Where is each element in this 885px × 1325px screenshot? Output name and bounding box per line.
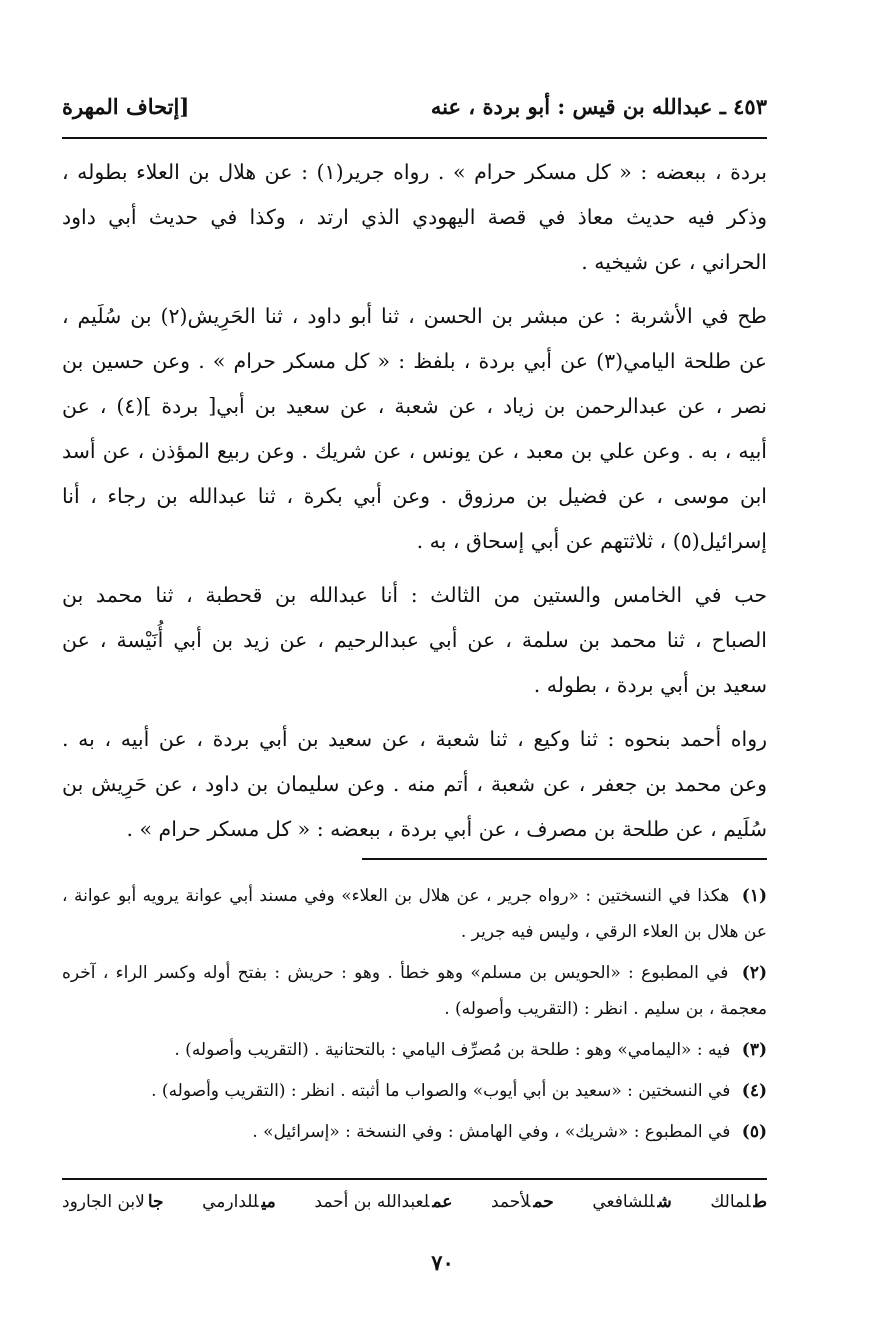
- legend-item: [491, 1192, 554, 1212]
- legend-item: [592, 1192, 671, 1212]
- main-text: [62, 150, 767, 861]
- footnote: [62, 955, 767, 1027]
- legend-item: [314, 1192, 452, 1212]
- legend-label: لابن الجارود: [62, 1192, 145, 1212]
- footnote: [62, 1073, 767, 1109]
- abbreviation-legend: [62, 1192, 767, 1212]
- header-book-title: [إتحاف المهرة: [62, 93, 190, 119]
- page-number: ٧٠: [431, 1250, 454, 1275]
- footnote-text: في المطبوع : «شريك» ، وفي الهامش : وفي النسخة : «إسرائيل» .: [252, 1122, 731, 1142]
- text-line: طح في الأشربة : عن مبشر بن الحسن ، ثنا أبو داود ، ثنا الحَرِيش(٢) بن سُلَيم ،: [62, 304, 767, 328]
- footnote-text: في النسختين : «سعيد بن أبي أيوب» والصواب ما أثبته . انظر : (التقريب وأصوله) .: [151, 1081, 731, 1101]
- legend-item: [62, 1192, 164, 1212]
- footnote-text: في المطبوع : «الحويس بن مسلم» وهو خطأ . وهو : حريش : بفتح أوله وكسر الراء ، آخره معجمة ، بن سليم . انظر : (التقريب وأصوله) .: [62, 963, 767, 1019]
- legend-rule: [62, 1178, 767, 1180]
- footnotes: [62, 878, 767, 1155]
- text-line: سعيد بن أبي بردة ، بطوله .: [533, 673, 767, 697]
- footnote-text: هكذا في النسختين : «رواه جرير ، عن هلال بن العلاء» وفي مسند أبي عوانة يرويه أبو عوانة ، عن هلال بن العلاء الرقي ، وليس فيه جرير .: [62, 886, 767, 942]
- footnote-number: (١): [741, 886, 768, 906]
- header-rule: [62, 137, 767, 139]
- legend-item: [202, 1192, 276, 1212]
- legend-label: للدارمي: [202, 1192, 259, 1212]
- paragraph: [62, 717, 767, 852]
- footnote-rule: [362, 858, 767, 860]
- legend-abbr: جا: [147, 1192, 164, 1212]
- text-line: إسرائيل(٥) ، ثلاثتهم عن أبي إسحاق ، به .: [416, 529, 767, 553]
- text-line: وعن محمد بن جعفر ، عن شعبة ، أتم منه . وعن سليمان بن داود ، عن حَرِيش بن: [62, 772, 767, 796]
- legend-abbr: ط: [753, 1192, 767, 1212]
- legend-abbr: حم: [533, 1192, 554, 1212]
- footnote: [62, 1114, 767, 1150]
- running-header: [62, 86, 767, 126]
- text-line: حب في الخامس والستين من الثالث : أنا عبدالله بن قحطبة ، ثنا محمد بن: [62, 583, 767, 607]
- header-chapter-title: ٤٥٣ ـ عبدالله بن قيس : أبو بردة ، عنه: [430, 93, 767, 119]
- footnote-number: (٤): [741, 1081, 767, 1101]
- text-line: الصباح ، ثنا محمد بن سلمة ، عن أبي عبدالرحيم ، عن زيد بن أبي أُنَيْسة ، عن: [62, 628, 767, 652]
- legend-abbr: مي: [261, 1192, 276, 1212]
- paragraph: [62, 294, 767, 564]
- legend-abbr: عم: [432, 1192, 453, 1212]
- text-line: بردة ، ببعضه : « كل مسكر حرام » . رواه جرير(١) : عن هلال بن العلاء بطوله ،: [62, 160, 768, 184]
- legend-label: لمالك: [710, 1192, 751, 1212]
- text-line: ابن موسى ، عن فضيل بن مرزوق . وعن أبي بكرة ، ثنا عبدالله بن رجاء ، أنا: [62, 484, 767, 508]
- text-line: أبيه ، به . وعن علي بن معبد ، عن يونس ، عن شريك . وعن ربيع المؤذن ، عن أسد: [62, 439, 767, 463]
- legend-label: لأحمد: [490, 1192, 531, 1212]
- legend-item: [710, 1192, 767, 1212]
- footnote-number: (٥): [741, 1122, 767, 1142]
- footnote: [62, 1032, 767, 1068]
- text-line: عن طلحة اليامي(٣) عن أبي بردة ، بلفظ : « كل مسكر حرام » . وعن حسين بن: [62, 349, 767, 373]
- footnote-number: (٢): [741, 963, 767, 983]
- text-line: نصر ، عن عبدالرحمن بن زياد ، عن شعبة ، عن سعيد بن أبي[ بردة ](٤) ، عن: [62, 394, 768, 418]
- text-line: وذكر فيه حديث معاذ في قصة اليهودي الذي ارتد ، وكذا في حديث أبي داود: [62, 205, 767, 229]
- legend-label: لعبدالله بن أحمد: [314, 1192, 430, 1212]
- legend-abbr: ش: [657, 1192, 672, 1212]
- footnote-text: فيه : «اليمامي» وهو : طلحة بن مُصرِّف اليامي : بالتحتانية . (التقريب وأصوله) .: [174, 1040, 731, 1060]
- footnote: [62, 878, 767, 950]
- legend-label: للشافعي: [592, 1192, 655, 1212]
- footnote-number: (٣): [741, 1040, 767, 1060]
- text-line: رواه أحمد بنحوه : ثنا وكيع ، ثنا شعبة ، عن سعيد بن أبي بردة ، عن أبيه ، به .: [62, 727, 767, 751]
- paragraph: [62, 573, 767, 708]
- paragraph: [62, 150, 767, 285]
- text-line: سُلَيم ، عن طلحة بن مصرف ، عن أبي بردة ، ببعضه : « كل مسكر حرام » .: [126, 817, 767, 841]
- text-line: الحراني ، عن شيخيه .: [581, 250, 767, 274]
